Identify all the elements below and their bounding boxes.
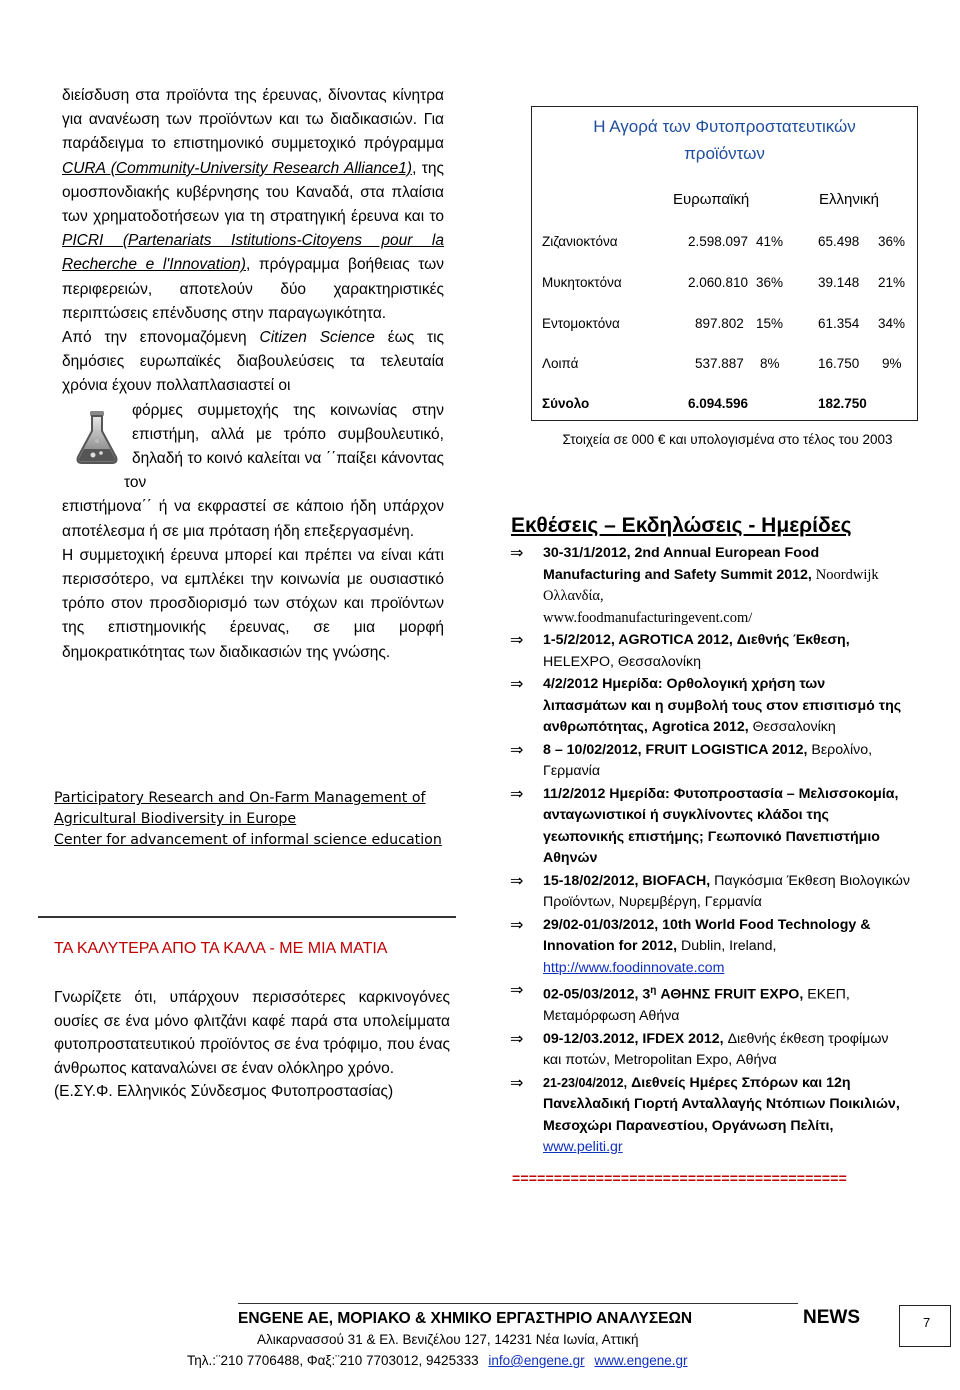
table-row: [542, 356, 909, 376]
flask-icon: [68, 409, 128, 467]
event-link[interactable]: http://www.foodinnovate.com: [543, 959, 725, 976]
arrow-icon: ⇒: [510, 741, 524, 759]
superscript: η: [650, 985, 657, 996]
paragraph-research: [62, 84, 444, 326]
arrow-icon: ⇒: [510, 545, 524, 562]
event-title: 1-5/2/2012, AGROTICA 2012, Διεθνής Έκθεση,: [543, 632, 850, 648]
text: , πρόγραμμα βοήθειας των περιφερειών, αποτελούν δύο χαρακτηριστικές περιπτώσεις επένδυσης στην παραγωγικότητα.: [62, 256, 444, 322]
events-list: [510, 543, 910, 1160]
news-label: NEWS: [803, 1307, 860, 1328]
cell-eu: 537.887: [695, 356, 744, 371]
event-title: 29/02-01/03/2012, 10th World Food Technology & Innovation for 2012,: [543, 916, 871, 954]
text: Η συμμετοχική έρευνα μπορεί και πρέπει να είναι κάτι περισσότερο, να εμπλέκει την κοινωνία με ουσιαστικό τρόπο στον προσδιορισμό των στόχων και προϊόντων της επιστημονικής έρευνας, σε μια μορφή δημοκρατικότητας των διαδικασιών της γνώσης.: [62, 546, 444, 661]
text: Για παράδειγμα το επιστημονικό συμμετοχικό πρόγραμμα: [62, 111, 444, 153]
cell-eu-pct: 15%: [756, 316, 784, 331]
list-item: [510, 784, 910, 870]
row-label: Ζιζανιοκτόνα: [542, 234, 618, 249]
footer-company: ENGENE AE, ΜΟΡΙΑΚΟ & ΧΗΜΙΚΟ ΕΡΓΑΣΤΗΡΙΟ ΑΝΑΛΥΣΕΩΝ: [238, 1310, 693, 1327]
fact-source: (Ε.ΣΥ.Φ. Ελληνικός Σύνδεσμος Φυτοπροστασίας): [54, 1083, 394, 1100]
event-title: 02-05/03/2012, 3: [543, 986, 651, 1003]
list-item: [510, 740, 910, 783]
footer: [0, 1303, 960, 1373]
arrow-icon: ⇒: [510, 632, 524, 649]
cell-gr: 39.148: [818, 275, 860, 290]
list-item: [510, 1029, 910, 1072]
paragraph-participatory: [62, 544, 444, 665]
list-item: [510, 980, 910, 1028]
event-location: HELEXPO, Θεσσαλονίκη: [543, 653, 701, 670]
footer-web-link[interactable]: www.engene.gr: [594, 1353, 688, 1368]
market-table-title: [532, 113, 917, 167]
arrow-icon: ⇒: [510, 785, 524, 803]
footer-phone: Τηλ.:¨210 7706488, Φαξ:¨210 7703012, 9425333: [187, 1353, 479, 1368]
cell-gr-pct: 21%: [878, 275, 906, 290]
separator-line: ========================================: [512, 1170, 848, 1186]
arrow-icon: ⇒: [510, 982, 524, 999]
arrow-icon: ⇒: [510, 1074, 524, 1092]
text: έως τις δημόσιες ευρωπαϊκές διαβουλεύσεις τα τελευταία χρόνια έχουν πολλαπλασιαστεί οι: [62, 329, 445, 395]
event-title: 09-12/03.2012, IFDEX 2012,: [543, 1030, 724, 1047]
event-location: Βερολίνο, Γερμανία: [543, 741, 873, 779]
footer-address: Αλικαρνασσού 31 & Ελ. Βενιζέλου 127, 14231 Νέα Ιωνία, Αττική: [257, 1332, 639, 1347]
row-label: Σύνολο: [542, 396, 590, 411]
list-item: [510, 543, 910, 629]
cell-gr: 61.354: [818, 316, 860, 331]
table-row-total: [542, 396, 909, 416]
link-informal-science[interactable]: Center for advancement of informal science education: [54, 832, 442, 848]
title-line: Η Αγορά των Φυτοπροστατευτικών: [593, 117, 856, 136]
event-location: Dublin, Ireland,: [680, 938, 777, 954]
row-label: Λοιπά: [542, 356, 579, 371]
footer-rule: [238, 1303, 798, 1304]
cell-gr: 16.750: [818, 356, 860, 371]
flask-block: [62, 399, 444, 496]
text: διείσδυση στα προϊόντα της έρευνας, δίνοντας κίνητρα για ανανέωση των προϊόντων και τω διαδικασιών.: [62, 87, 444, 129]
arrow-icon: ⇒: [510, 916, 524, 934]
text: επιστήμονα΄΄ ή να εκφραστεί σε κάποιο ήδη υπάρχον αποτέλεσμα ή σε μια πρόταση ήδη επεξεργασμένη.: [62, 498, 444, 540]
arrow-icon: ⇒: [510, 872, 524, 890]
events-title: [511, 514, 852, 538]
paragraph-citizen-science: [62, 326, 444, 399]
event-date: 21-23/04/2012,: [543, 1075, 628, 1090]
event-location: ΕΚΕΠ, Μεταμόρφωση Αθήνα: [543, 986, 850, 1025]
event-link[interactable]: www.peliti.gr: [543, 1139, 623, 1156]
cell-gr: 182.750: [818, 396, 867, 411]
event-location: Θεσσαλονίκη: [752, 719, 836, 735]
cura-link[interactable]: CURA (Community-University Research Alliance1): [62, 159, 413, 177]
page-number: 7: [923, 1315, 931, 1330]
cell-gr: 65.498: [818, 234, 860, 249]
list-item: [510, 1073, 910, 1159]
paragraph-scientist: [62, 495, 444, 543]
cell-eu-pct: 41%: [756, 234, 784, 249]
cell-eu: 897.802: [695, 316, 744, 331]
divider: [38, 916, 456, 918]
column-header-greek: Ελληνική: [819, 191, 880, 208]
cell-eu-pct: 8%: [760, 356, 780, 371]
event-title: 8 – 10/02/2012, FRUIT LOGISTICA 2012,: [543, 741, 808, 758]
row-label: Μυκητοκτόνα: [542, 275, 622, 290]
market-table: [531, 106, 918, 421]
table-row: [542, 316, 909, 336]
reference-links: [54, 788, 454, 851]
text: , της ομοσπονδιακής κυβέρνησης του Καναδά, στα πλαίσια των χρηματοδοτήσεων για τη στρατηγική έρευνα και το: [62, 159, 445, 226]
market-note: Στοιχεία σε 000 € και υπολογισμένα στο τέλος του 2003: [562, 432, 893, 447]
list-item: [510, 630, 910, 673]
event-title: Διεθνείς Ημέρες Σπόρων και 12η Πανελλαδική Γιορτή Ανταλλαγής Ντόπιων Ποικιλιών, Μεσοχώρι Παρανεστίου, Οργάνωση Πελίτι,: [543, 1074, 900, 1134]
table-row: [542, 275, 909, 295]
coffee-fact: Γνωρίζετε ότι, υπάρχουν περισσότερες καρκινογόνες ουσίες σε ένα μόνο φλιτζάνι καφέ παρά στα υπολείμματα φυτοπροστατευτικού προϊόντος σε ένα τρόφιμο, που ένας άνθρωπος καταναλώνει σε έναν ολόκληρο χρόνο.: [54, 989, 450, 1077]
row-label: Εντομοκτόνα: [542, 316, 620, 331]
column-header-european: Ευρωπαϊκή: [673, 191, 750, 208]
text: Από την επονομαζόμενη: [62, 329, 247, 347]
event-location: Διεθνής έκθεση τροφίμων και ποτών, Metropolitan Expo, Αθήνα: [543, 1030, 889, 1069]
cell-eu: 2.060.810: [688, 275, 749, 290]
event-location: Παγκόσμια Έκθεση Βιολογικών Προϊόντων, Νυρεμβέργη, Γερμανία: [543, 872, 910, 910]
link-participatory-research[interactable]: Participatory Research and On-Farm Management of Agricultural Biodiversity in Europe: [54, 790, 426, 827]
cell-eu: 6.094.596: [688, 396, 749, 411]
event-title: ΑΘΗΝΣ FRUIT EXPO,: [660, 986, 804, 1003]
text: φόρμες συμμετοχής της κοινωνίας στην επιστήμη, αλλά με τρόπο συμβουλευτικό, δηλαδή το κοινό καλείται να ΄΄παίξει κάνοντας τον: [124, 401, 444, 492]
picri-link[interactable]: PICRI (Partenariats Istitutions-Citoyens pour la Recherche e l'Innovation): [62, 232, 444, 274]
best-section-title: ΤΑ ΚΑΛΥΤΕΡΑ ΑΠΟ ΤΑ ΚΑΛΑ - ΜΕ ΜΙΑ ΜΑΤΙΑ: [54, 940, 388, 957]
arrow-icon: ⇒: [510, 676, 524, 693]
best-section-text: [54, 986, 450, 1104]
list-item: [510, 915, 910, 980]
list-item: [510, 674, 910, 739]
event-title: 15-18/02/2012, BIOFACH,: [543, 872, 711, 889]
cell-eu: 2.598.097: [688, 234, 749, 249]
event-website: www.foodmanufacturingevent.com/: [543, 609, 753, 626]
footer-contact: [187, 1353, 687, 1368]
event-title: 11/2/2012 Ημερίδα: Φυτοπροστασία – Μελισσοκομία, ανταγωνιστικοί ή συγκλίνοντες κλάδοι της γεωπονικής επιστήμης; Γεωπονικό Πανεπιστήμιο Αθηνών: [543, 785, 899, 866]
citizen-science-term: Citizen Science: [259, 329, 375, 347]
list-item: [510, 871, 910, 914]
arrow-icon: ⇒: [510, 1030, 524, 1048]
title-line: προϊόντων: [684, 144, 765, 163]
table-row: [542, 234, 909, 254]
event-title: 4/2/2012 Ημερίδα: Ορθολογική χρήση των λιπασμάτων και η συμβολή τους στον επισιτισμό της ανθρωπότητας, Agrotica 2012,: [543, 676, 902, 735]
footer-email-link[interactable]: info@engene.gr: [488, 1353, 585, 1368]
cell-gr-pct: 34%: [878, 316, 906, 331]
events-title-text: Εκθέσεις – Εκδηλώσεις - Ημερίδες: [511, 514, 852, 537]
left-column: [62, 84, 444, 665]
event-title: 30-31/1/2012, 2nd Annual European Food Manufacturing and Safety Summit 2012,: [543, 545, 820, 583]
event-location: Noordwijk Ολλανδία,: [543, 566, 879, 604]
cell-eu-pct: 36%: [756, 275, 784, 290]
cell-gr-pct: 36%: [878, 234, 906, 249]
cell-gr-pct: 9%: [882, 356, 902, 371]
